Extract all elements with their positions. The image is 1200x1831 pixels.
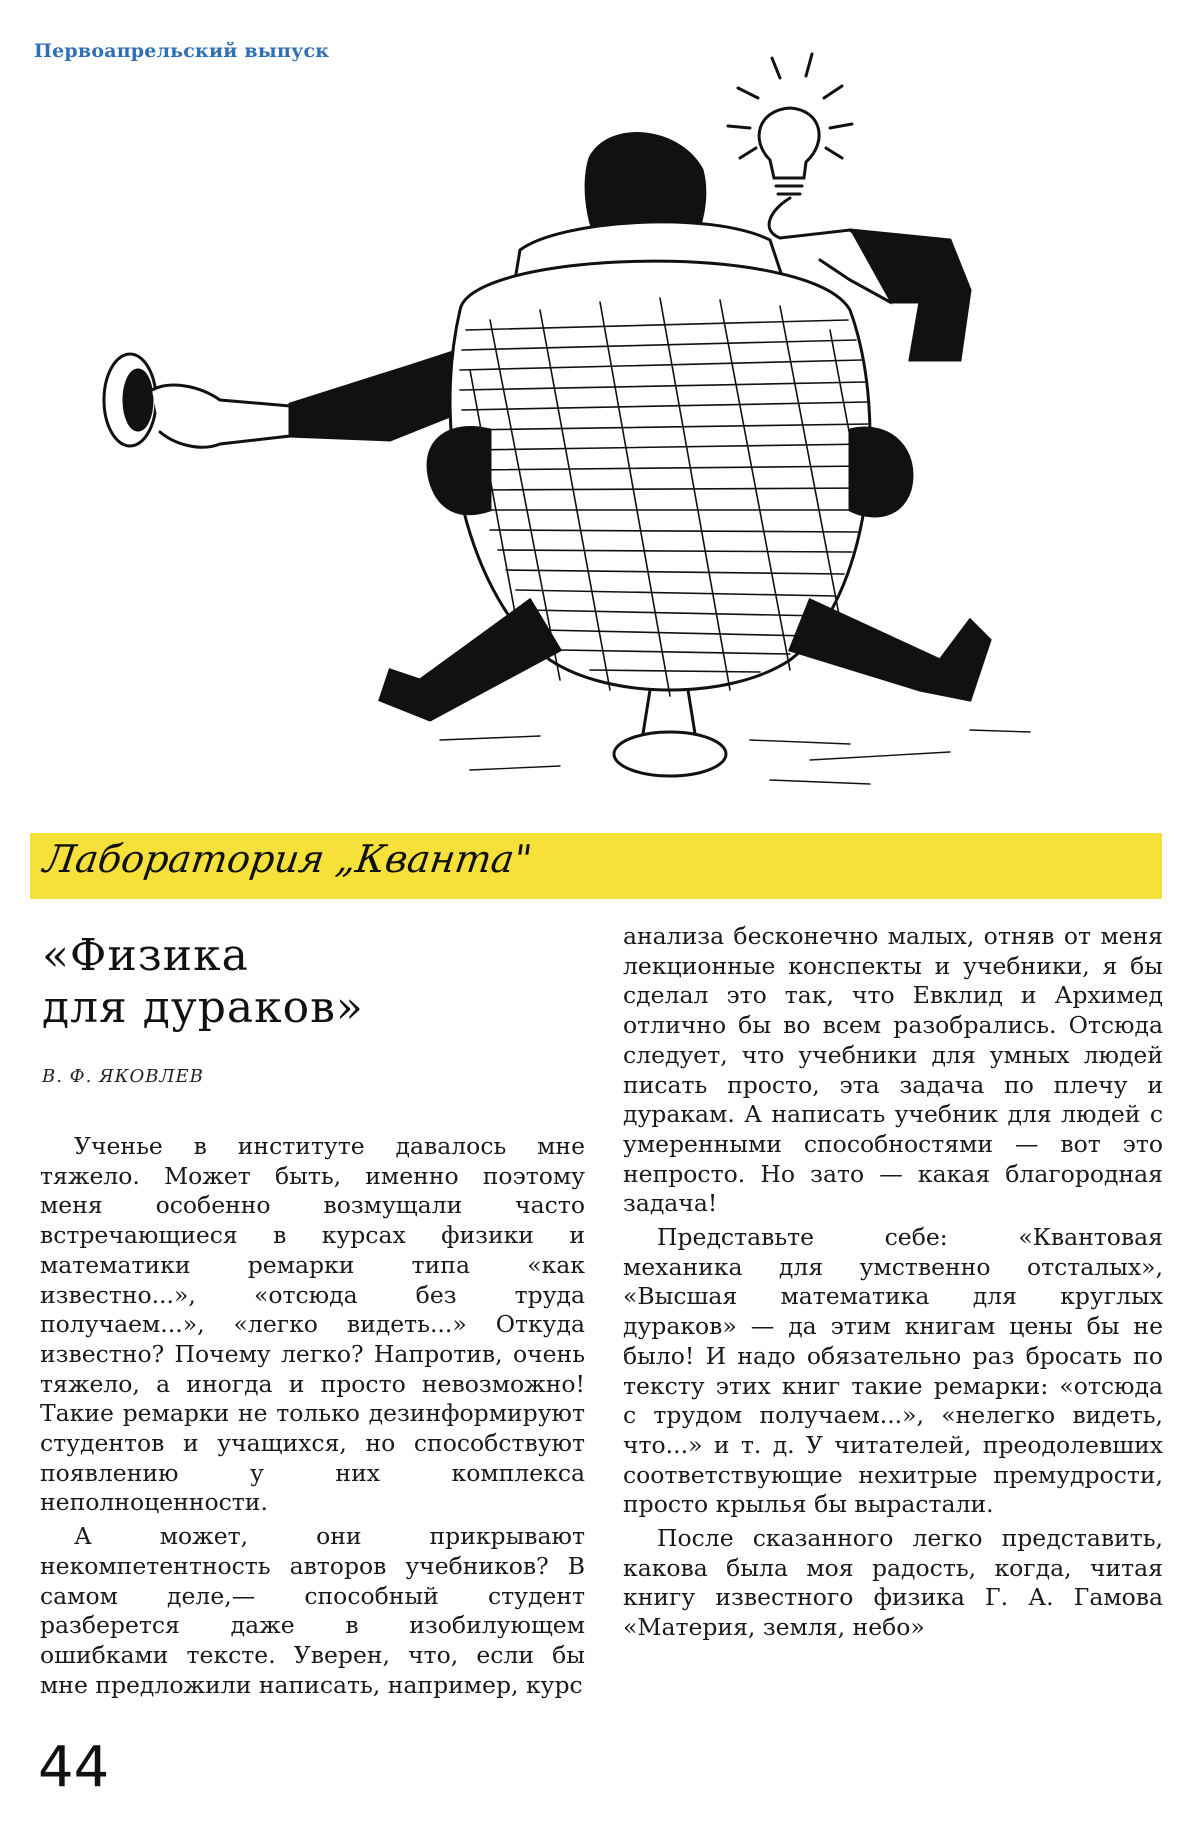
paragraph: Ученье в институте давалось мне тяжело. Может быть, именно поэтому меня особенно возмущали часто встречающиеся в курсах физики и математики ремарки типа «как известно...», «отсюда без труда получаем...», «легко видеть...» Откуда известно? Почему легко? Напротив, очень тяжело, а иногда и просто невозможно! Такие ремарки не только дезинформируют студентов и учащихся, но способствуют появлению у них комплекса неполноценности. <box>40 1132 585 1517</box>
right-text-column <box>623 922 1163 1647</box>
paragraph: А может, они прикрывают некомпетентность авторов учебников? В самом деле,— способный студент разберется даже в изобилующем ошибками тексте. Уверен, что, если бы мне предложили написать, например, курс <box>40 1522 585 1699</box>
article-title-line-2: для дураков» <box>42 982 364 1033</box>
paragraph: Представьте себе: «Квантовая механика для умственно отсталых», «Высшая математика для круглых дураков» — да этим книгам цены бы не было! И надо обязательно раз бросать по тексту этих книг такие ремарки: «отсюда с трудом получаем...», «нелегко видеть, что...» и т. д. У читателей, преодолевших соответствующие нехитрые премудрости, просто крылья бы вырастали. <box>623 1223 1163 1519</box>
article-title <box>42 930 562 1034</box>
paragraph: анализа бесконечно малых, отняв от меня лекционные конспекты и учебники, я бы сделал это так, что Евклид и Архимед отлично бы во всем разобрались. Отсюда следует, что учебники для умных людей писать просто, эта задача по плечу и дуракам. А написать учебник для людей с умеренными способностями — вот это непросто. Но зато — какая благородная задача! <box>623 922 1163 1218</box>
article-author: В. Ф. ЯКОВЛЕВ <box>42 1066 204 1087</box>
paragraph: После сказанного легко представить, какова была моя радость, когда, читая книгу известного физика Г. А. Гамова «Материя, земля, небо» <box>623 1524 1163 1642</box>
doorbell-button-icon <box>104 354 156 446</box>
article-title-line-1: «Физика <box>42 930 249 981</box>
page-number: 44 <box>38 1735 110 1800</box>
lightbulb-icon <box>759 108 819 194</box>
left-text-column <box>40 1132 585 1704</box>
rubric-band <box>30 833 1162 899</box>
rubric-label: Лаборатория „Кванта" <box>40 837 535 881</box>
issue-label: Первоапрельский выпуск <box>34 40 330 62</box>
armchair-man-illustration <box>90 40 1110 820</box>
